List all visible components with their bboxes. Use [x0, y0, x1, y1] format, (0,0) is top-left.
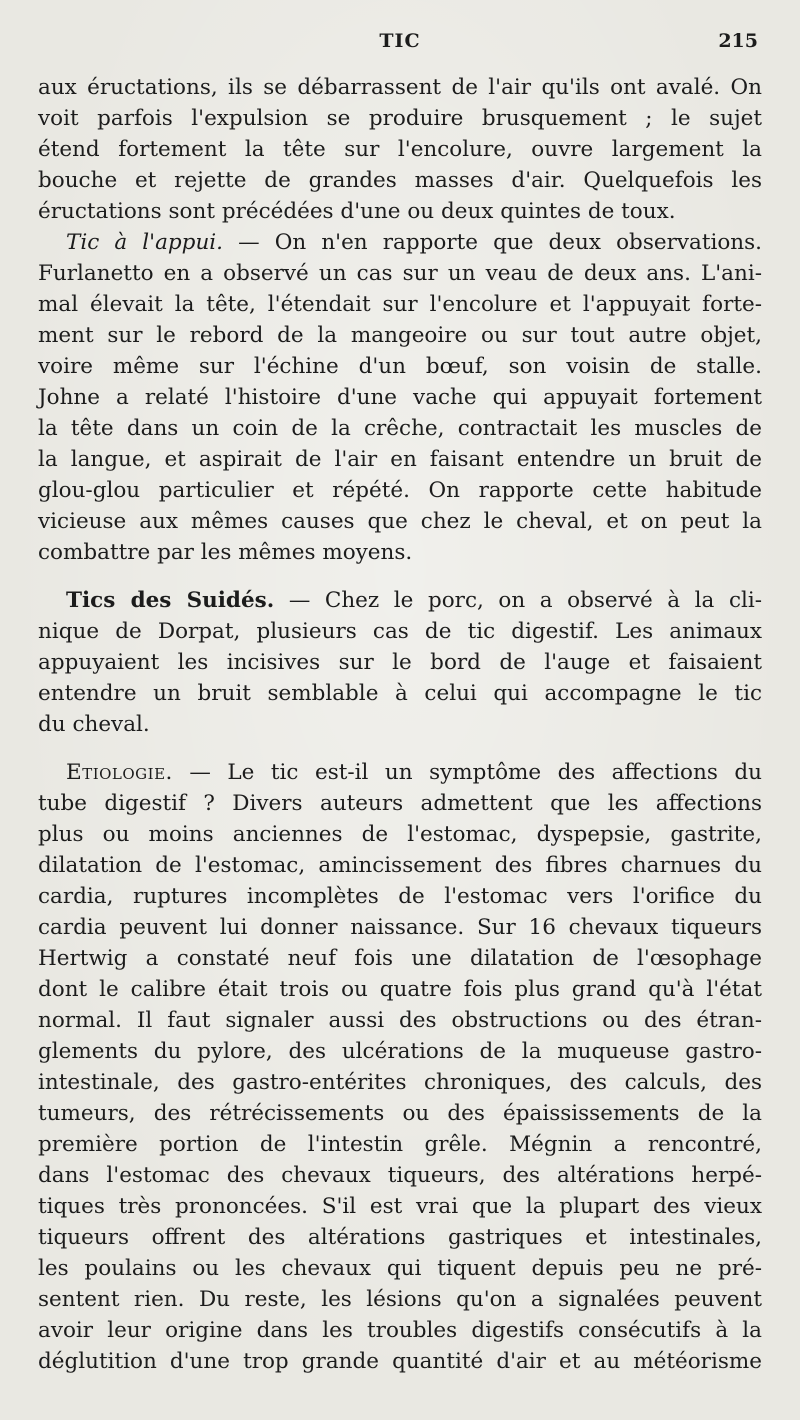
text-line: cardia, ruptures incomplètes de l'estomac vers l'orifice du [38, 884, 762, 909]
text-line: tiques très prononcées. S'il est vrai que la plupart des vieux [38, 1194, 762, 1219]
text-line: dilatation de l'estomac, amincissement des fibres charnues du [38, 853, 762, 878]
paragraph-tics-suides [38, 585, 762, 740]
text-line: vicieuse aux mêmes causes que chez le cheval, et on peut la [38, 509, 762, 534]
text-line: dans l'estomac des chevaux tiqueurs, des altérations herpé- [38, 1163, 762, 1188]
running-head [0, 30, 800, 58]
text-line: éructations sont précédées d'une ou deux quintes de toux. [38, 199, 676, 224]
text-line: Hertwig a constaté neuf fois une dilatation de l'œsophage [38, 946, 762, 971]
text-line: première portion de l'intestin grêle. Mégnin a rencontré, [38, 1132, 762, 1157]
text-line: glou-glou particulier et répété. On rapporte cette habitude [38, 478, 762, 503]
text-line: tiqueurs offrent des altérations gastriques et intestinales, [38, 1225, 762, 1250]
text-line: nique de Dorpat, plusieurs cas de tic digestif. Les animaux [38, 619, 762, 644]
lead-line-rest: — Le tic est-il un symptôme des affections du [172, 760, 762, 785]
text-line: ment sur le rebord de la mangeoire ou sur tout autre objet, [38, 323, 762, 348]
running-title: TIC [379, 30, 421, 52]
text-line: bouche et rejette de grandes masses d'air. Quelquefois les [38, 168, 762, 193]
text-line [38, 585, 762, 616]
text-line [38, 757, 762, 788]
page-number: 215 [718, 30, 758, 52]
section-lead-etiologie: Etiologie. [66, 760, 173, 785]
body-text [38, 72, 762, 1377]
text-line: tumeurs, des rétrécissements ou des épaississements de la [38, 1101, 762, 1126]
section-lead-tics-suides: Tics des Suidés. [66, 588, 275, 613]
text-line: voire même sur l'échine d'un bœuf, son voisin de stalle. [38, 354, 762, 379]
text-line: voit parfois l'expulsion se produire brusquement ; le sujet [38, 106, 762, 131]
text-line: plus ou moins anciennes de l'estomac, dyspepsie, gastrite, [38, 822, 762, 847]
text-line: normal. Il faut signaler aussi des obstructions ou des étran- [38, 1008, 762, 1033]
text-line: étend fortement la tête sur l'encolure, ouvre largement la [38, 137, 762, 162]
lead-line-rest: — On n'en rapporte que deux observations. [223, 230, 762, 255]
text-line: combattre par les mêmes moyens. [38, 540, 413, 565]
section-lead-tic-appui: Tic à l'appui. [66, 230, 223, 255]
text-line: appuyaient les incisives sur le bord de l'auge et faisaient [38, 650, 762, 675]
text-line: aux éructations, ils se débarrassent de l'air qu'ils ont avalé. On [38, 75, 762, 100]
text-line: glements du pylore, des ulcérations de la muqueuse gastro- [38, 1039, 762, 1064]
text-line: du cheval. [38, 712, 150, 737]
text-line: sentent rien. Du reste, les lésions qu'on a signalées peuvent [38, 1287, 762, 1312]
text-line: les poulains ou les chevaux qui tiquent depuis peu ne pré- [38, 1256, 762, 1281]
text-line: avoir leur origine dans les troubles digestifs consécutifs à la [38, 1318, 762, 1343]
text-line: entendre un bruit semblable à celui qui accompagne le tic [38, 681, 762, 706]
text-line: déglutition d'une trop grande quantité d'air et au météorisme [38, 1349, 762, 1374]
lead-line-rest: — Chez le porc, on a observé à la cli- [274, 588, 762, 613]
text-line: intestinale, des gastro-entérites chroniques, des calculs, des [38, 1070, 762, 1095]
text-line: tube digestif ? Divers auteurs admettent que les affections [38, 791, 762, 816]
paragraph-eructations [38, 72, 762, 227]
text-line: la tête dans un coin de la crêche, contractait les muscles de [38, 416, 762, 441]
text-line [38, 227, 762, 258]
text-line: dont le calibre était trois ou quatre fois plus grand qu'à l'état [38, 977, 762, 1002]
text-line: cardia peuvent lui donner naissance. Sur 16 chevaux tiqueurs [38, 915, 762, 940]
text-line: mal élevait la tête, l'étendait sur l'encolure et l'appuyait forte- [38, 292, 762, 317]
paragraph-tic-appui [38, 227, 762, 568]
text-line: Johne a relaté l'histoire d'une vache qui appuyait fortement [38, 385, 762, 410]
text-line: Furlanetto en a observé un cas sur un veau de deux ans. L'ani- [38, 261, 762, 286]
paragraph-etiologie [38, 757, 762, 1377]
text-line: la langue, et aspirait de l'air en faisant entendre un bruit de [38, 447, 762, 472]
